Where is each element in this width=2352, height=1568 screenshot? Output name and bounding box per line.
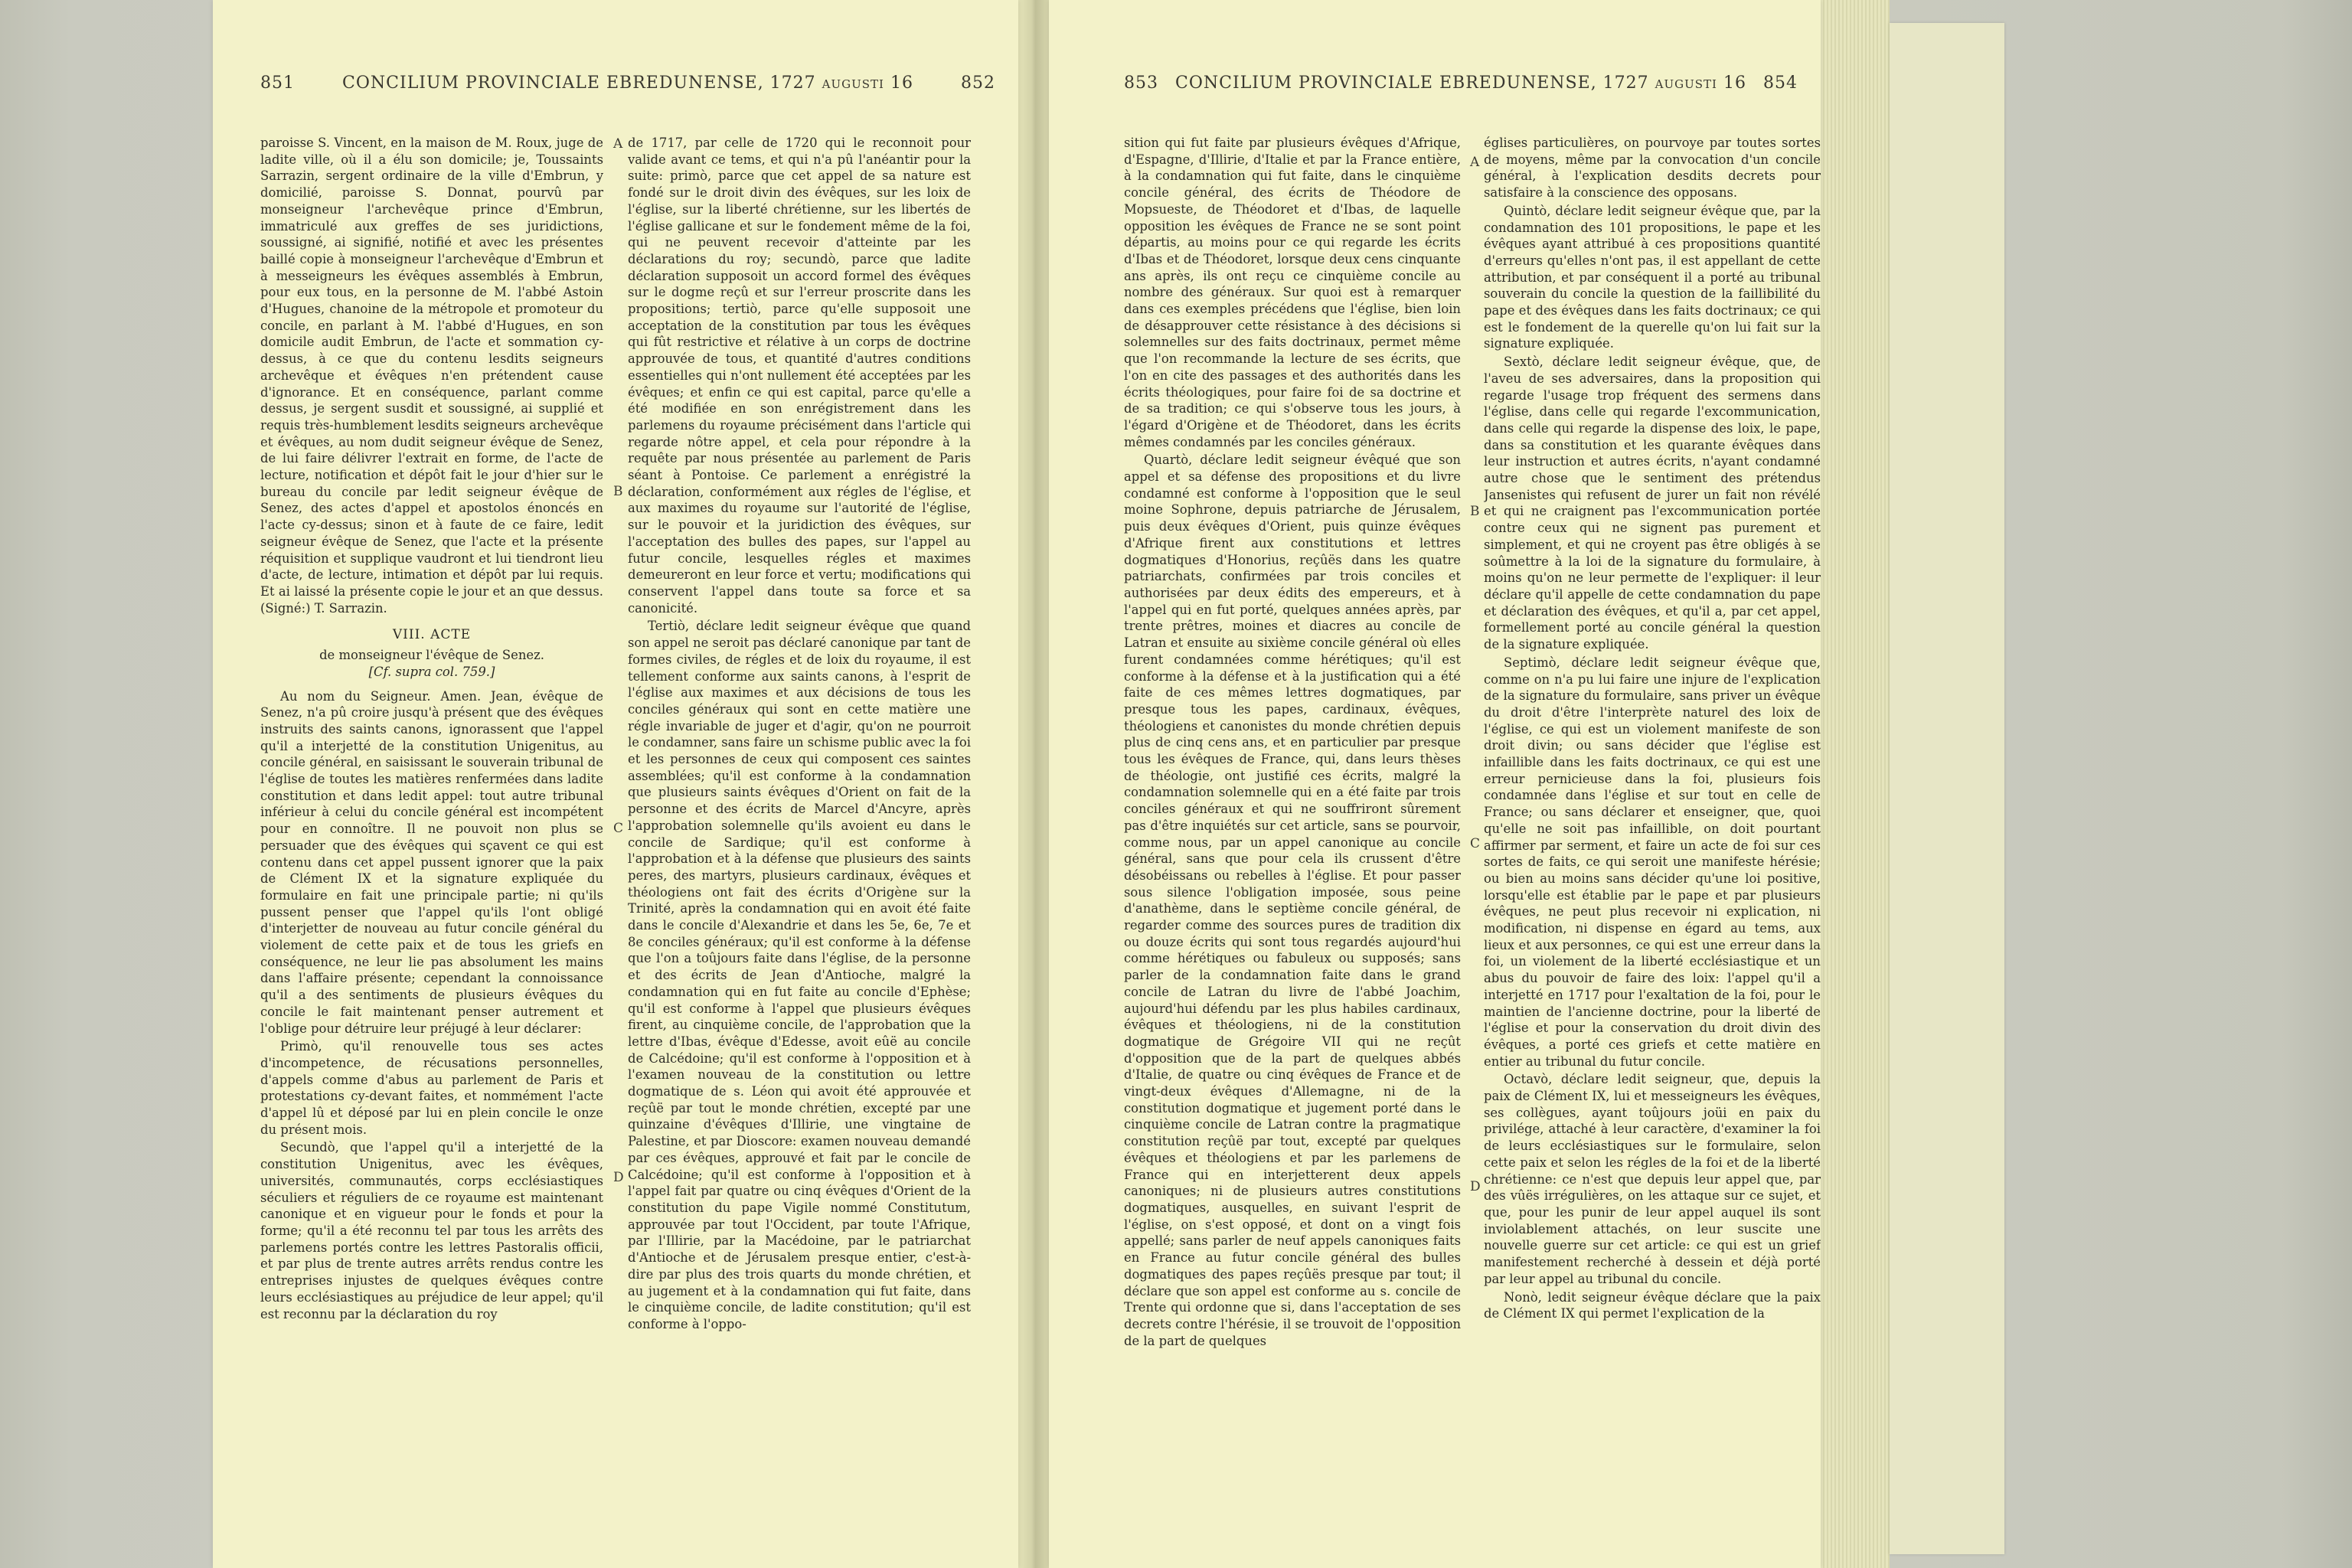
margin-letter: D: [613, 1170, 624, 1185]
page-number-852: 852: [961, 74, 995, 93]
right-page: [1049, 0, 1821, 1568]
right-column-1: [1124, 135, 1461, 1544]
left-page: [213, 0, 1018, 1568]
paragraph: Quintò, déclare ledit seigneur évêque que, par la condamnation des 101 propositions, le pape et les évêques ayant attribué à ces propositions quantité d'erreurs qu'elles n'ont pas, il est appellant de cette attribution, et par conséquent il a porté au tribunal souverain du concile la question de la faillibilité du pape et des évêques dans les faits doctrinaux; ce qui est le fondement de la querelle qu'on lui fait sur la signature expliquée.: [1484, 203, 1821, 351]
paragraph: sition qui fut faite par plusieurs évêques d'Afrique, d'Espagne, d'Illirie, d'Italie et par la France entière, à la condamnation qui fut faite, dans le cinquième concile général, des écrits de Théodore de Mopsueste, de Théodoret et d'Ibas, de laquelle opposition les évêques de France ne se sont point départis, au moins pour ce qui regarde les écrits d'Ibas et de Théodoret, lorsque deux cens cinquante ans après, ils ont reçu ce cinquième concile au nombre des généraux. Sur quoi est à remarquer dans ces exemples précédens que l'église, bien loin de désapprouver cette résistance à des décisions si solemnelles sur des faits doctrinaux, permet même que l'on recommande la lecture de ses écrits, que l'on en cite des passages et des authorités dans les écrits théologiques, pour faire foi de sa doctrine et de sa tradition; ce qui s'observe tous les jours, à l'égard d'Origène et de Théodoret, dans les écrits mêmes condamnés par les conciles généraux.: [1124, 136, 1461, 449]
left-running-header: [260, 74, 995, 104]
margin-letter: A: [613, 136, 623, 152]
margin-letter: B: [613, 484, 623, 499]
paragraph: Quartò, déclare ledit seigneur évêqué que son appel et sa défense des propositions et du livre condamné est conforme à l'opposition que le seul moine Sophrone, depuis patriarche de Jérusalem, puis deux évêques d'Orient, puis quinze évêques d'Afrique firent aux constitutions et lettres dogmatiques d'Honorius, reçûës dans les quatre patriarchats, confirmées par trois conciles et authorisées par deux édits des empereurs, et à l'appel qui en fut porté, quelques années après, par trente prêtres, moines et diacres au concile de Latran et ensuite au sixième concile général où elles furent condamnées comme hérétiques; qu'il est conforme à la défense et à la justification qui a été faite de ces mêmes lettres dogmatiques, par presque tous les papes, cardinaux, évêques, théologiens et canonistes du monde chrétien depuis plus de cinq cens ans, et en particulier par presque tous les évêques de France, qui, dans leurs thèses de théologie, ont justifié ces écrits, malgré la condamnation solemnelle qui en a été faite par trois conciles généraux et qui ne souffriront sûrement pas d'être inquiétés sur cet article, sans se pourvoir, comme nous, par un appel canonique au concile général, sans que pour cela ils crussent d'être désobéissans ou rebelles à l'église. Et pour passer sous silence l'obligation imposée, sous peine d'anathème, dans le septième concile général, de regarder comme des sources pures de tradition dix ou douze écrits qui sont tous regardés aujourd'hui comme hérétiques ou fabuleux ou supposés; sans parler de la condamnation faite dans le grand concile de Latran du livre de l'abbé Joachim, aujourd'hui défendu par les plus habiles cardinaux, évêques et théologiens, ni de la constitution dogmatique de Grégoire VII qui ne reçût d'opposition que de la part de quelques abbés d'Italie, de quatre ou cinq évêques de France et de vingt-deux évêques d'Allemagne, ni de la constitution dogmatique et jugement porté dans le cinquième concile de Latran contre la pragmatique constitution reçûë par tout, excepté par quelques évêques et théologiens et par les parlemens de France qui en interjetterent deux appels canoniques; ni de plusieurs autres constitutions dogmatiques, ausquelles, en suivant l'esprit de l'église, on s'est opposé, et dont on a vingt fois appellé; sans parler de neuf appels canoniques faits en France au futur concile général des bulles dogmatiques des papes reçûës presque par tout; il déclare que son appel est conforme au s. concile de Trente qui ordonne que si, dans l'acceptation de ses decrets contre l'hérésie, il se trouvoit de l'opposition de la part de quelques: [1124, 452, 1461, 1348]
right-column-2: [1484, 135, 1821, 1544]
section-reference: [Cf. supra col. 759.]: [368, 664, 495, 679]
paragraph: Primò, qu'il renouvelle tous ses actes d'incompetence, de récusations personnelles, d'appels comme d'abus au parlement de Paris et protestations cy-devant faites, et nommément l'acte d'appel lû et déposé par lui en plein concile le onze du présent mois.: [260, 1039, 603, 1137]
paragraph: Septimò, déclare ledit seigneur évêque que, comme on n'a pu lui faire une injure de l'explication de la signature du formulaire, sans priver un évêque du droit d'être l'interprète naturel des loix de l'église, ce qui est un violement manifeste de son droit divin; ou sans décider que l'église est infaillible dans les faits doctrinaux, ce qui est une erreur pernicieuse dans la foi, plusieurs fois condamnée dans l'église et sur tout en celle de France; ou sans déclarer et enseigner, que, quoi qu'elle ne soit pas infaillible, on doit pourtant affirmer par serment, et faire un acte de foi sur ces sortes de faits, ce qui seroit une manifeste hérésie; ou bien au moins sans décider qu'une loi positive, lorsqu'elle est établie par le pape et par plusieurs évêques, ne peut plus recevoir ni explication, ni modification, ni dispense en égard au tems, aux lieux et aux personnes, ce qui est une erreur dans la foi, un violement de la liberté ecclésiastique et un abus du pouvoir de faire des loix: l'appel qu'il a interjetté en 1717 pour l'exaltation de la foi, pour le maintien de l'ancienne doctrine, pour la liberté de l'église et pour la conservation du droit divin des évêques, a porté ces griefs et cette matière en entier au tribunal du futur concile.: [1484, 655, 1821, 1069]
paragraph: églises particulières, on pourvoye par toutes sortes de moyens, même par la convocation d'un concile général, à l'explication desdits decrets pour satisfaire à la conscience des opposans.: [1484, 136, 1821, 201]
left-column-1: [260, 135, 603, 1544]
paragraph: Nonò, ledit seigneur évêque déclare que la paix de Clément IX qui permet l'explication de la: [1484, 1289, 1821, 1321]
paragraph: Tertiò, déclare ledit seigneur évêque que quand son appel ne seroit pas déclaré canonique par tant de formes civiles, de régles et de loix du royaume, il est tellement conforme aux saints canons, à l'esprit de l'église aux maximes et aux décisions de tous les conciles généraux qui sont en cette matière une régle invariable de juger et d'agir, qu'on ne pourroit le condamner, sans faire un schisme public avec la foi et les personnes de ceux qui composent ces saintes assemblées; qu'il est conforme à la condamnation que plusieurs saints évêques d'Orient on fait de la personne et des écrits de Marcel d'Ancyre, après l'approbation solemnelle qu'ils avoient eu dans le concile de Sardique; qu'il est conforme à l'approbation et à la défense que plusieurs des saints peres, des martyrs, plusieurs cardinaux, évêques et théologiens ont fait des écrits d'Origène sur la Trinité, après la condamnation qui en avoit été faite dans le concile d'Alexandrie et dans les 5e, 6e, 7e et 8e conciles généraux; qu'il est conforme à la défense que l'on a toûjours faite dans l'église, de la personne et des écrits de Jean d'Antioche, malgré la condamnation qui en fut faite au concile d'Ephèse; qu'il est conforme à l'appel que plusieurs évêques firent, au cinquième concile, de l'approbation que la lettre d'Ibas, évêque d'Edesse, avoit eûë au concile de Calcédoine; qu'il est conforme à l'opposition et à l'examen nouveau de la constitution ou lettre dogmatique de s. Léon qui avoit été approuvée et reçûë par tout le monde chrétien, excepté par une quinzaine d'évêques d'Illirie, une vingtaine de Palestine, et par Dioscore: examen nouveau demandé par ces évêques, approuvé et fait par le concile de Calcédoine; qu'il est conforme à l'opposition et à l'appel fait par quatre ou cinq évêques d'Orient de la constitution du pape Vigile nommé Constitutum, approuvée par tout l'Occident, par toute l'Afrique, par l'Illirie, par la Macédoine, par le patriarchat d'Antioche et de Jérusalem presque entier, c'est-à-dire par plus des trois quarts du monde chrétien, et au jugement et à la condamnation qui fut faite, dans le cinquième concile, de ladite constitution; qu'il est conforme à l'oppo-: [628, 619, 971, 1331]
section-subtitle: de monseigneur l'évêque de Senez.: [319, 648, 544, 663]
page-number-853: 853: [1124, 74, 1158, 93]
margin-letter: A: [1470, 155, 1480, 170]
next-sheet: [1890, 23, 2004, 1554]
paragraph: Secundò, que l'appel qu'il a interjetté de la constitution Unigenitus, avec les évêques, universités, communautés, corps ecclésiastiques séculiers et réguliers de ce royaume est maintenant canonique et en vigueur pour le fonds et pour la forme; qu'il a été reconnu tel par tous les arrêts des parlemens portés contre les lettres Pastoralis officii, et par plus de trente autres arrêts rendus contre les entreprises injustes de quelques évêques contre leurs ecclésiastiques au préjudice de leur appel; qu'il est reconnu par la déclaration du roy: [260, 1140, 603, 1321]
right-running-header: [1124, 74, 1798, 104]
page-edges: [1821, 0, 1890, 1568]
margin-letter: B: [1470, 504, 1480, 519]
paragraph: Au nom du Seigneur. Amen. Jean, évêque de Senez, n'a pû croire jusqu'à présent que des évêques instruits des saints canons, ignorassent que l'appel qu'il a interjetté de la constitution Unigenitus, au concile général, en saisissant le souverain tribunal de l'église de toutes les matières renfermées dans ladite constitution et dans ledit appel: tout autre tribunal inférieur à celui du concile général est incompétent pour en connoître. Il ne pouvoit non plus se persuader que des évêques qui sçavent ce qui est contenu dans cet appel pussent ignorer que la paix de Clément IX et la signature expliquée du formulaire en fait une principale partie; ni qu'ils pussent penser que l'appel qu'ils l'ont obligé d'interjetter de nouveau au futur concile général du violement de cette paix et de tous les griefs en conséquence, ne leur lie pas absolument les mains dans l'affaire présente; cependant la connoissance qu'il a des sentiments de plusieurs évêques du concile le fait maintenant penser autrement et l'oblige pour détruire leur préjugé à leur déclarer:: [260, 688, 603, 1036]
running-title: CONCILIUM PROVINCIALE EBREDUNENSE, 1727 augusti 16: [1175, 74, 1746, 93]
paragraph: Octavò, déclare ledit seigneur, que, depuis la paix de Clément IX, lui et messeigneurs les évêques, ses collègues, ayant toûjours joüi en paix du privilége, attaché à leur caractère, d'examiner la foi de leurs ecclésiastiques sur le formulaire, selon cette paix et selon les régles de la foi et de la liberté chrétienne: ce n'est que depuis leur appel que, par des vûës irrégulières, on les attaque sur ce sujet, et que, pour les punir de leur appel auquel ils sont inviolablement attachés, on leur suscite une nouvelle guerre sur cet article: ce qui est un grief manifestement recherché à dessein et déjà porté par leur appel au tribunal du concile.: [1484, 1072, 1821, 1286]
left-column-2: [628, 135, 971, 1544]
page-number-851: 851: [260, 74, 295, 93]
section-title: VIII. ACTE: [392, 627, 472, 643]
book-gutter: [1014, 0, 1053, 1568]
paragraph: paroisse S. Vincent, en la maison de M. Roux, juge de ladite ville, où il a élu son domicile; je, Toussaints Sarrazin, sergent ordinaire de la ville d'Embrun, y domicilié, paroisse S. Donnat, pourvû par monseigneur l'archevêque prince d'Embrun, immatriculé aux greffes de ses juridictions, soussigné, ai signifié, notifié et avec les présentes baillé copie à monseigneur l'archevêque d'Embrun et à messeigneurs les évêques assemblés à Embrun, pour eux tous, en la personne de M. l'abbé Astoin d'Hugues, chanoine de la métropole et promoteur du concile, en parlant à M. l'abbé d'Hugues, en son domicile audit Embrun, de l'acte et sommation cy-dessus, à ce que du contenu lesdits seigneurs archevêque et évêques n'en prétendent cause d'ignorance. Et en conséquence, parlant comme dessus, je sergent susdit et soussigné, ai supplié et requis très-humblement lesdits seigneurs archevêque et évêques, au nom dudit seigneur évêque de Senez, de lui faire délivrer l'extrait en forme, de l'acte de lecture, notification et dépôt fait le jour d'hier sur le bureau du concile par ledit seigneur évêque de Senez, des actes d'appel et apostolos énoncés en l'acte cy-dessus; sinon et à faute de ce faire, ledit seigneur évêque de Senez, que l'acte et la présente réquisition et supplique vaudront et lui tiendront lieu d'acte, de lecture, intimation et dépôt par lui requis. Et ai laissé la présente copie le jour et an que dessus. (Signé:) T. Sarrazin.: [260, 136, 603, 616]
paragraph: de 1717, par celle de 1720 qui le reconnoit pour valide avant ce tems, et qui n'a pû l'anéantir pour la suite: primò, parce que cet appel de sa nature est fondé sur le droit divin des évêques, sur les loix de l'église, sur la liberté chrétienne, sur les libertés de l'église gallicane et sur le fondement même de la foi, qui ne peuvent recevoir d'atteinte par les déclarations du roy; secundò, parce que ladite déclaration supposoit un accord formel des évêques sur le dogme reçû et sur l'erreur proscrite dans les propositions; tertiò, parce qu'elle supposoit une acceptation de la constitution par tous les évêques qui fût restrictive et rélative à un corps de doctrine approuvée de tous, et quantité d'autres conditions essentielles qui n'ont nullement été acceptées par les évêques; et enfin ce qui est capital, parce qu'elle a été modifiée en son enrégistrement dans les parlemens du royaume précisément dans l'article qui regarde nôtre appel, et cela pour répondre à la requête par nous présentée au parlement de Paris séant à Pontoise. Ce parlement a enrégistré la déclaration, conformément aux régles de l'église, et aux maximes du royaume sur l'autorité de l'église, sur le pouvoir et la juridiction des évêques, sur l'acceptation des bulles des papes, sur l'appel au futur concile, lesquelles régles et maximes demeureront en leur force et vertu; modifications qui conservent l'appel dans toute sa force et sa canonicité.: [628, 136, 971, 616]
margin-letter: C: [1470, 836, 1481, 851]
page-number-854: 854: [1763, 74, 1798, 93]
margin-letter: D: [1470, 1179, 1481, 1194]
margin-letter: C: [613, 821, 624, 836]
paragraph: Sextò, déclare ledit seigneur évêque, que, de l'aveu de ses adversaires, dans la proposition qui regarde l'usage trop fréquent des sermens dans l'église, dans celle qui regarde l'excommunication, dans celle qui regarde la dispense des loix, le pape, dans sa constitution et les quarante évêques dans leur instruction et autres écrits, n'ayant condamné autre chose que le sentiment des prétendus Jansenistes qui refusent de jurer un fait non révélé et qui ne craignent pas l'excommunication portée contre ceux qui ne signent pas purement et simplement, et qui ne croyent pas être obligés à se soûmettre à la loi de la signature du formulaire, à moins qu'on ne leur permette de l'expliquer: il leur déclare qu'il appelle de cette condamnation du pape et déclaration des évêques, et qu'il a, par cet appel, formellement porté au concile général la question de la signature expliquée.: [1484, 354, 1821, 652]
running-title: CONCILIUM PROVINCIALE EBREDUNENSE, 1727 augusti 16: [342, 74, 913, 93]
